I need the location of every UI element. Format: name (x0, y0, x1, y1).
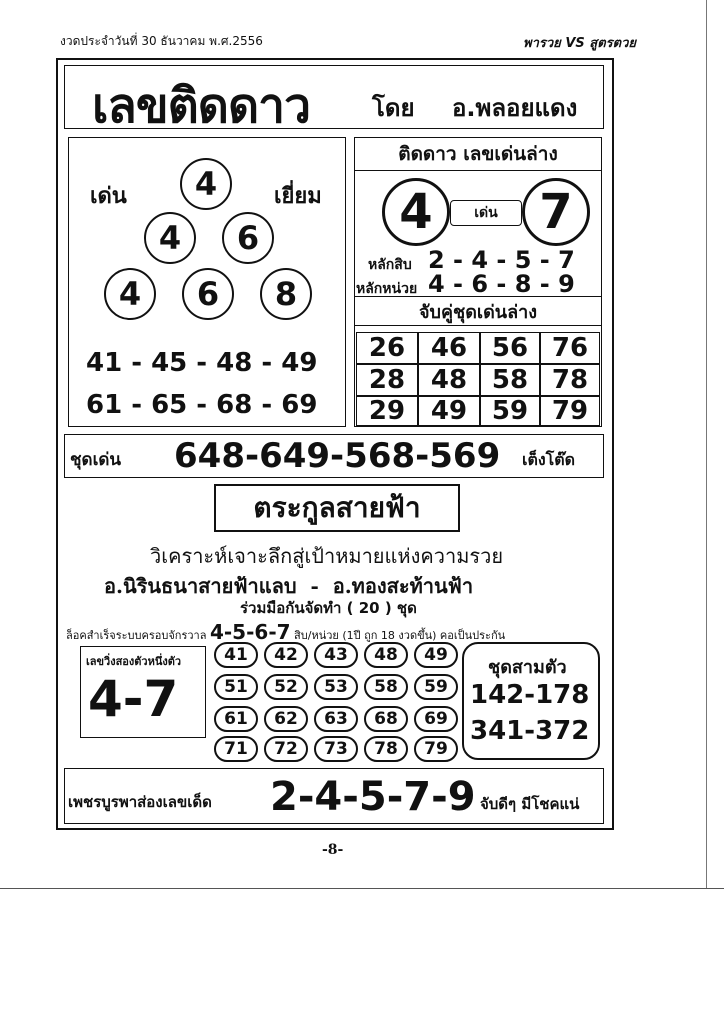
pill-number: 61 (214, 706, 258, 732)
pair-cell: 49 (418, 396, 480, 426)
pill-number: 69 (414, 706, 458, 732)
yiam-label: เยี่ยม (274, 184, 322, 209)
pair-cell: 59 (480, 396, 540, 426)
pair-cell: 29 (356, 396, 418, 426)
set-label: ชุดเด่น (70, 450, 122, 470)
pill-number: 78 (364, 736, 408, 762)
running-value: 4-7 (88, 670, 179, 728)
triangle-circle-bottom-left: 4 (104, 268, 156, 320)
title-by: โดย (372, 94, 415, 122)
triangle-circle-mid-left: 4 (144, 212, 196, 264)
right-panel-title: ติดดาว เลขเด่นล่าง (354, 137, 602, 171)
lock-prefix: ล็อคสำเร็จระบบครอบจักรวาล (66, 629, 207, 642)
header-publication: พารวย VS สูตรตวย (523, 36, 636, 51)
pill-number: 52 (264, 674, 308, 700)
pill-number: 48 (364, 642, 408, 668)
triangle-circle-bottom-mid: 6 (182, 268, 234, 320)
pill-number: 62 (264, 706, 308, 732)
units-label: หลักหน่วย (356, 281, 418, 297)
running-label: เลขวิ่งสองตัวหนึ่งตัว (86, 655, 182, 668)
pill-number: 68 (364, 706, 408, 732)
tens-values: 2 - 4 - 5 - 7 (428, 246, 575, 274)
triangle-circle-top: 4 (180, 158, 232, 210)
pill-number: 71 (214, 736, 258, 762)
set-value: 648-649-568-569 (174, 436, 501, 476)
header-date: งวดประจำวันที่ 30 ธันวาคม พ.ศ.2556 (60, 34, 263, 48)
big-mid-label: เด่น (450, 200, 522, 226)
pair-cell: 79 (540, 396, 600, 426)
lock-numbers: 4-5-6-7 (209, 620, 291, 644)
triangle-circle-mid-right: 6 (222, 212, 274, 264)
pill-number: 53 (314, 674, 358, 700)
left-numbers-line1: 41 - 45 - 48 - 49 (86, 348, 318, 378)
pill-number: 79 (414, 736, 458, 762)
pairs-title: จับคู่ชุดเด่นล่าง (354, 296, 602, 326)
left-numbers-line2: 61 - 65 - 68 - 69 (86, 390, 318, 420)
family-cooperation: ร่วมมือกันจัดทำ ( 20 ) ชุด (240, 599, 417, 617)
bottom-label: เพชรบูรพาส่องเลขเด็ด (68, 793, 212, 811)
three-digit-value-2: 341-372 (470, 716, 590, 746)
pill-number: 73 (314, 736, 358, 762)
pair-cell: 46 (418, 332, 480, 364)
pill-number: 49 (414, 642, 458, 668)
pair-cell: 28 (356, 364, 418, 396)
pair-cell: 76 (540, 332, 600, 364)
big-circle-right: 7 (522, 178, 590, 246)
pill-number: 43 (314, 642, 358, 668)
den-label: เด่น (90, 184, 127, 209)
pair-cell: 26 (356, 332, 418, 364)
pair-cell: 56 (480, 332, 540, 364)
title-author: อ.พลอยแดง (452, 94, 578, 122)
scan-right-edge (706, 0, 707, 888)
title-main: เลขติดดาว (92, 78, 311, 134)
lock-suffix: สิบ/หน่วย (1ปี ถูก 18 งวดขึ้น) คอเป็นประกัน (294, 629, 506, 642)
lock-line (66, 620, 505, 644)
pair-cell: 48 (418, 364, 480, 396)
pill-number: 59 (414, 674, 458, 700)
set-suffix: เต็งโต๊ด (522, 450, 576, 469)
three-digit-label: ชุดสามตัว (488, 657, 567, 678)
family-authors: อ.นิรินธนาสายฟ้าแลบ - อ.ทองสะท้านฟ้า (104, 574, 474, 598)
bottom-suffix: จับดีๆ มีโชคแน่ (480, 795, 580, 813)
pair-cell: 58 (480, 364, 540, 396)
pill-number: 72 (264, 736, 308, 762)
pill-number: 58 (364, 674, 408, 700)
pill-number: 63 (314, 706, 358, 732)
tens-label: หลักสิบ (368, 257, 412, 273)
page-number: -8- (322, 842, 344, 858)
pill-number: 51 (214, 674, 258, 700)
units-values: 4 - 6 - 8 - 9 (428, 270, 575, 298)
big-circle-left: 4 (382, 178, 450, 246)
pill-number: 41 (214, 642, 258, 668)
three-digit-value-1: 142-178 (470, 680, 590, 710)
bottom-value: 2-4-5-7-9 (270, 774, 476, 820)
pair-cell: 78 (540, 364, 600, 396)
family-subtitle: วิเคราะห์เจาะลึกสู่เป้าหมายแห่งความรวย (150, 544, 504, 568)
scan-bottom-edge (0, 888, 724, 889)
pill-number: 42 (264, 642, 308, 668)
family-title: ตระกูลสายฟ้า (214, 484, 460, 532)
triangle-circle-bottom-right: 8 (260, 268, 312, 320)
